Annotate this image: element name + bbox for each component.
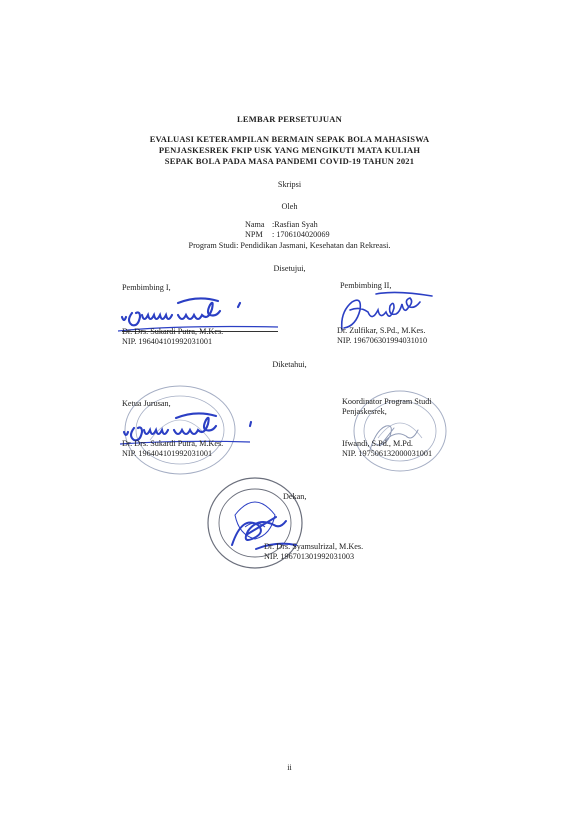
dean-role: Dekan,: [283, 492, 307, 501]
head-dept-name: Dr. Drs. Sukardi Putra, M.Kes.: [122, 439, 224, 448]
advisor1-nip: NIP. 196404101992031001: [122, 337, 213, 346]
page-title: LEMBAR PERSETUJUAN: [237, 114, 342, 124]
thesis-title-line-3: SEPAK BOLA PADA MASA PANDEMI COVID-19 TAHUN 2021: [164, 156, 415, 166]
thesis-title-line-2: PENJASKESREK FKIP USK YANG MENGIKUTI MATA KULIAH: [158, 145, 421, 155]
approved-heading: Disetujui,: [273, 264, 306, 273]
head-dept-role: Ketua Jurusan,: [122, 399, 171, 408]
thesis-title-line-1: EVALUASI KETERAMPILAN BERMAIN SEPAK BOLA MAHASISWA: [149, 134, 430, 144]
dean-name: Dr. Drs. Syamsulrizal, M.Kes.: [264, 542, 364, 551]
study-program: Program Studi: Pendidikan Jasmani, Kesehatan dan Rekreasi.: [188, 241, 391, 250]
advisor2-name: Dr. Zulfikar, S.Pd., M.Kes.: [337, 326, 426, 335]
head-dept-nip: NIP. 196404101992031001: [122, 449, 213, 458]
advisor1-role: Pembimbing I,: [122, 283, 171, 292]
coordinator-nip: NIP. 197506132000031001: [342, 449, 433, 458]
coordinator-role-line-2: Penjaskesrek,: [342, 407, 387, 416]
coordinator-role-line-1: Koordinator Program Studi: [342, 397, 432, 406]
dean-nip: NIP. 196701301992031003: [264, 552, 355, 561]
document-type: Skripsi: [277, 180, 302, 189]
page-number: ii: [287, 763, 292, 772]
advisor1-name: Dr. Drs. Sukardi Putra, M.Kes.: [122, 327, 224, 336]
student-name-value: :Rasfian Syah: [272, 220, 318, 229]
advisor2-role: Pembimbing II,: [340, 281, 392, 290]
advisor2-nip: NIP. 196706301994031010: [337, 336, 428, 345]
acknowledged-heading: Diketahui,: [272, 360, 307, 369]
student-npm-label: NPM: [245, 230, 263, 239]
student-name-label: Nama: [245, 220, 265, 229]
by-label: Oleh: [281, 202, 298, 211]
coordinator-name: Ifwandi, S.Pd., M.Pd.: [342, 439, 413, 448]
student-npm-value: : 1706104020069: [272, 230, 330, 239]
